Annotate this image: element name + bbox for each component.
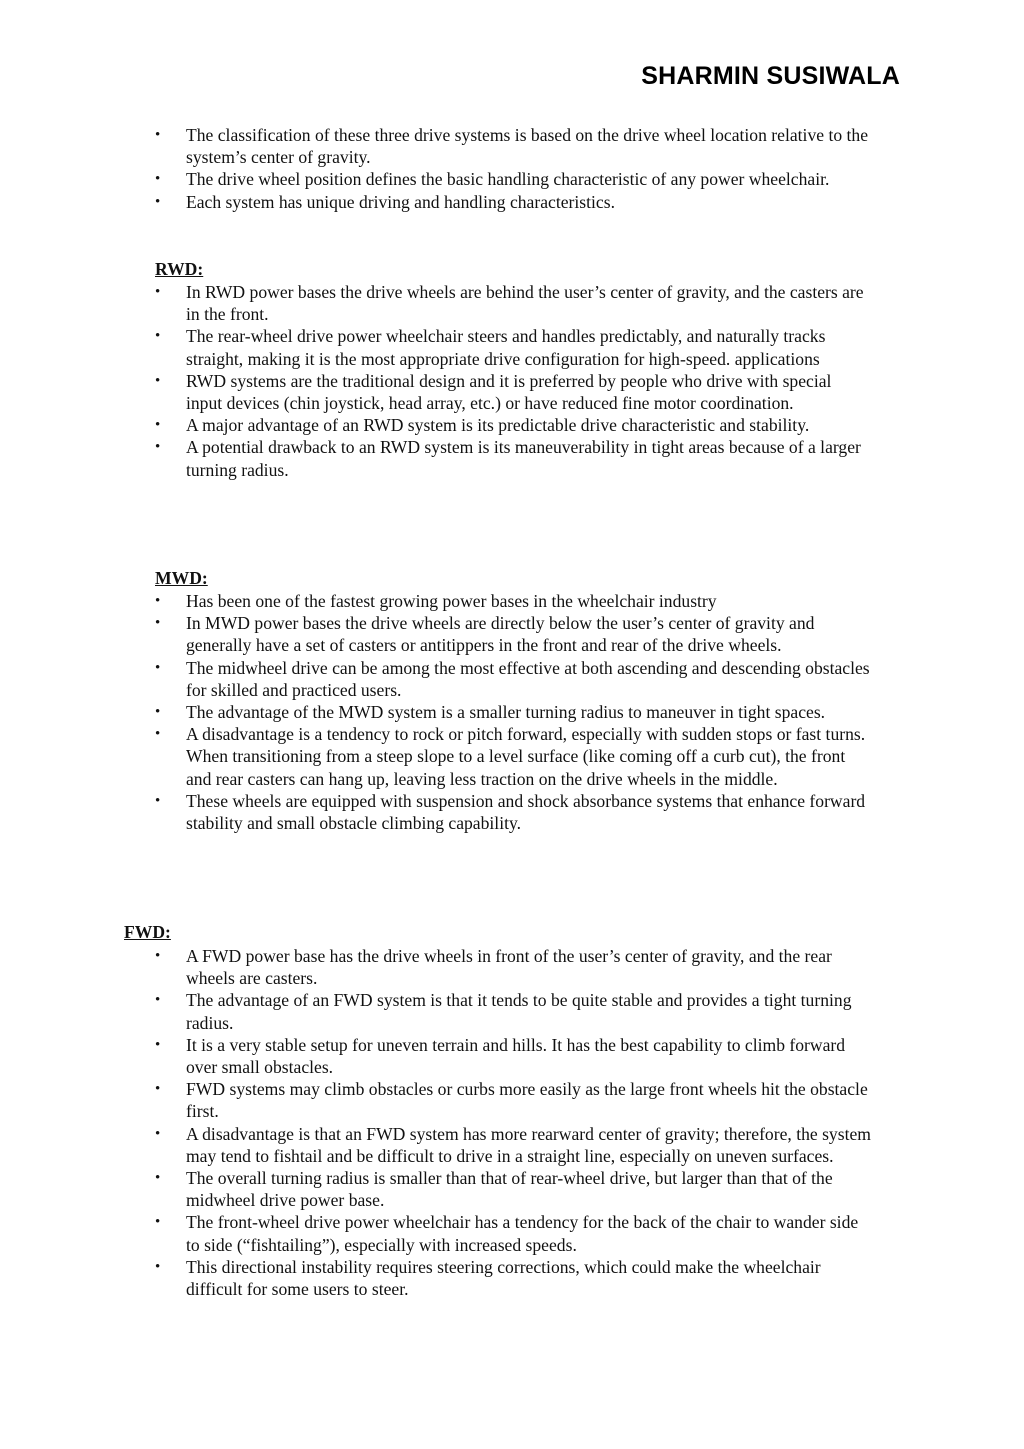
author-header: SHARMIN SUSIWALA: [641, 62, 900, 90]
list-item: • Each system has unique driving and handling characteristics.: [155, 191, 871, 213]
list-item: • The rear-wheel drive power wheelchair steers and handles predictably, and naturally tracks straight, making it is the most appropriate drive configuration for high-speed. applications: [155, 325, 871, 369]
rwd-list: [155, 281, 871, 481]
list-item: • It is a very stable setup for uneven terrain and hills. It has the best capability to climb forward over small obstacles.: [155, 1034, 871, 1078]
list-item: • The advantage of an FWD system is that it tends to be quite stable and provides a tight turning radius.: [155, 989, 871, 1033]
intro-list: [155, 124, 871, 213]
list-item: • The front-wheel drive power wheelchair has a tendency for the back of the chair to wander side to side (“fishtailing”), especially with increased speeds.: [155, 1211, 871, 1255]
list-item: • A FWD power base has the drive wheels in front of the user’s center of gravity, and the rear wheels are casters.: [155, 945, 871, 989]
fwd-list: [155, 945, 871, 1300]
mwd-list: [155, 590, 871, 834]
list-item: • A major advantage of an RWD system is its predictable drive characteristic and stability.: [155, 414, 871, 436]
list-item: • This directional instability requires steering corrections, which could make the wheelchair difficult for some users to steer.: [155, 1256, 871, 1300]
mwd-heading: MWD:: [155, 568, 208, 588]
list-item: • A potential drawback to an RWD system is its maneuverability in tight areas because of a larger turning radius.: [155, 436, 871, 480]
list-item: • The classification of these three drive systems is based on the drive wheel location relative to the system’s center of gravity.: [155, 124, 871, 168]
list-item: • The overall turning radius is smaller than that of rear-wheel drive, but larger than that of the midwheel drive power base.: [155, 1167, 871, 1211]
list-item: • A disadvantage is a tendency to rock or pitch forward, especially with sudden stops or fast turns. When transitioning from a steep slope to a level surface (like coming off a curb cut), the front and rear casters can hang up, leaving less traction on the drive wheels in the middle.: [155, 723, 871, 790]
list-item: • The drive wheel position defines the basic handling characteristic of any power wheelchair.: [155, 168, 871, 190]
list-item: • In RWD power bases the drive wheels are behind the user’s center of gravity, and the casters are in the front.: [155, 281, 871, 325]
list-item: • The advantage of the MWD system is a smaller turning radius to maneuver in tight spaces.: [155, 701, 871, 723]
list-item: • A disadvantage is that an FWD system has more rearward center of gravity; therefore, the system may tend to fishtail and be difficult to drive in a straight line, especially on uneven surfaces.: [155, 1123, 871, 1167]
list-item: • FWD systems may climb obstacles or curbs more easily as the large front wheels hit the obstacle first.: [155, 1078, 871, 1122]
fwd-heading: FWD:: [124, 922, 171, 942]
list-item: • Has been one of the fastest growing power bases in the wheelchair industry: [155, 590, 871, 612]
rwd-heading: RWD:: [155, 259, 204, 279]
list-item: • In MWD power bases the drive wheels are directly below the user’s center of gravity and generally have a set of casters or antitippers in the front and rear of the drive wheels.: [155, 612, 871, 656]
list-item: • The midwheel drive can be among the most effective at both ascending and descending obstacles for skilled and practiced users.: [155, 657, 871, 701]
list-item: • RWD systems are the traditional design and it is preferred by people who drive with special input devices (chin joystick, head array, etc.) or have reduced fine motor coordination.: [155, 370, 871, 414]
list-item: • These wheels are equipped with suspension and shock absorbance systems that enhance forward stability and small obstacle climbing capability.: [155, 790, 871, 834]
